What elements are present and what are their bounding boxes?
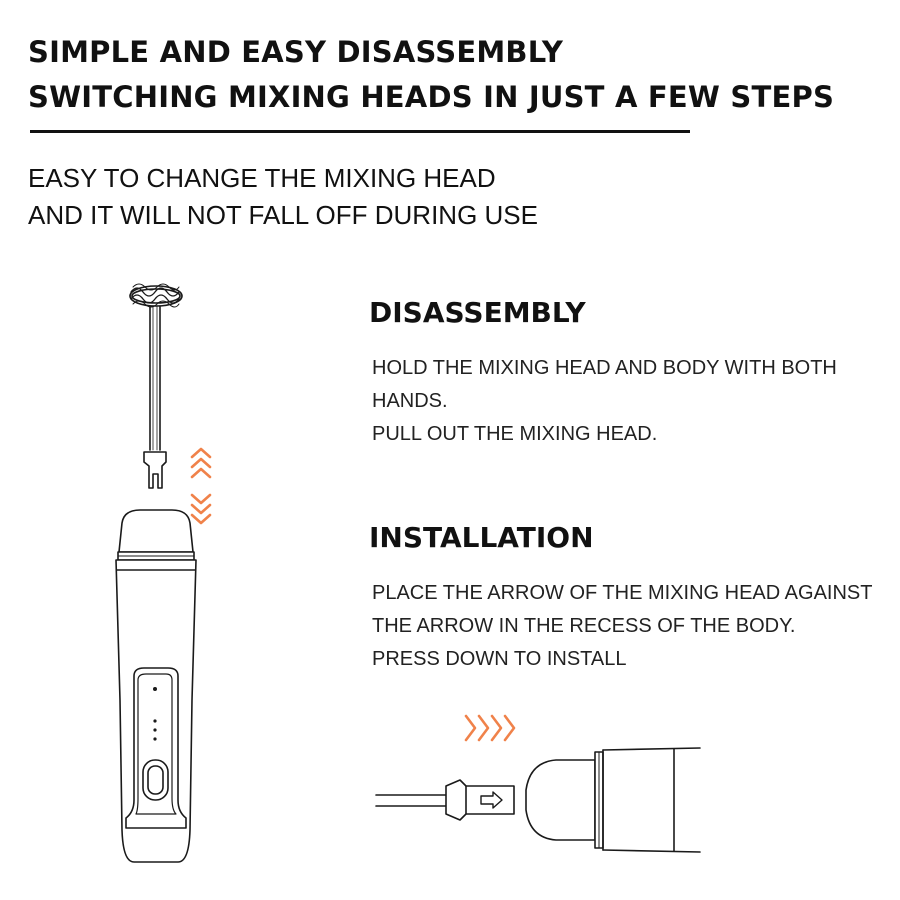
mixing-head-connector bbox=[376, 780, 514, 820]
intro-line-2: AND IT WILL NOT FALL OFF DURING USE bbox=[28, 200, 538, 230]
right-chevrons-icon bbox=[466, 716, 514, 740]
disassembly-line-1: HOLD THE MIXING HEAD AND BODY WITH BOTH bbox=[372, 357, 837, 379]
disassembly-line-3: PULL OUT THE MIXING HEAD. bbox=[372, 423, 658, 445]
installation-line-3: PRESS DOWN TO INSTALL bbox=[372, 648, 627, 670]
disassembly-line-2: HANDS. bbox=[372, 390, 448, 412]
whisk-head-icon bbox=[130, 284, 182, 488]
installation-title: INSTALLATION bbox=[369, 521, 594, 554]
installation-line-2: THE ARROW IN THE RECESS OF THE BODY. bbox=[372, 615, 796, 637]
up-down-chevrons-icon bbox=[192, 449, 210, 523]
intro-line-1: EASY TO CHANGE THE MIXING HEAD bbox=[28, 163, 496, 193]
frother-body-side bbox=[526, 748, 700, 852]
headline-line-1: SIMPLE AND EASY DISASSEMBLY bbox=[28, 35, 564, 69]
headline-line-2: SWITCHING MIXING HEADS IN JUST A FEW STEPS bbox=[28, 80, 835, 114]
disassembly-title: DISASSEMBLY bbox=[369, 296, 586, 329]
installation-line-1: PLACE THE ARROW OF THE MIXING HEAD AGAINST bbox=[372, 582, 873, 604]
frother-body bbox=[116, 510, 196, 862]
